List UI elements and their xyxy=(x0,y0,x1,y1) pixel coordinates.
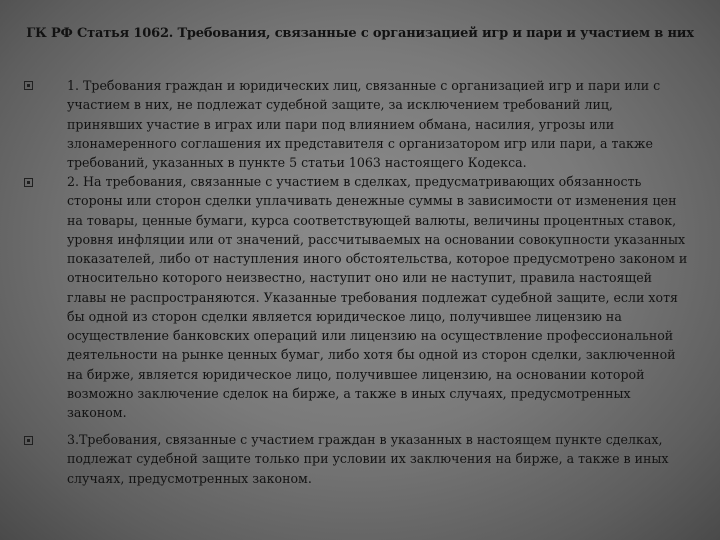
paragraph-line: злонамеренного соглашения их представителя с организатором игр или пари, а также xyxy=(67,135,653,151)
paragraph-line: подлежат судебной защите только при условии их заключения на бирже, а также в иных xyxy=(67,451,669,467)
paragraph-line: главы не распространяются. Указанные требования подлежат судебной защите, если хотя xyxy=(67,289,678,305)
paragraph-line: случаях, предусмотренных законом. xyxy=(67,470,312,486)
bullet-icon xyxy=(24,436,33,445)
paragraph-line: бы одной из сторон сделки является юридическое лицо, получившее лицензию на xyxy=(67,308,622,324)
paragraph-line: осуществление банковских операций или лицензию на осуществление профессиональной xyxy=(67,328,674,343)
bullet-icon xyxy=(24,81,33,90)
slide-title: ГК РФ Статья 1062. Требования, связанные с организацией игр и пари и участием в них xyxy=(26,26,694,41)
paragraph-line: уровня инфляции или от значений, рассчитываемых на основании совокупности указанных xyxy=(67,231,686,247)
paragraph-line: участием в них, не подлежат судебной защите, за исключением требований лиц, xyxy=(67,97,613,113)
paragraph-line: возможно заключение сделок на бирже, а также в иных случаях, предусмотренных xyxy=(67,385,631,401)
paragraph-line: 3.Требования, связанные с участием граждан в указанных в настоящем пункте сделках, xyxy=(67,432,663,447)
paragraph-line: требований, указанных в пункте 5 статьи 1063 настоящего Кодекса. xyxy=(67,155,527,170)
paragraph-line: стороны или сторон сделки уплачивать денежные суммы в зависимости от изменения цен xyxy=(67,193,677,209)
paragraph-1 xyxy=(67,76,703,172)
paragraph-3 xyxy=(67,430,703,488)
paragraph-line: законом. xyxy=(67,405,127,420)
paragraph-line: деятельности на рынке ценных бумаг, либо хотя бы одной из сторон сделки, заключенной xyxy=(67,347,676,363)
bullet-icon xyxy=(24,178,33,187)
paragraph-2 xyxy=(67,172,703,422)
paragraph-line: относительно которого неизвестно, наступит оно или не наступит, правила настоящей xyxy=(67,270,653,286)
paragraph-line: 1. Требования граждан и юридических лиц, связанные с организацией игр и пари или с xyxy=(67,78,661,93)
paragraph-line: показателей, либо от наступления иного обстоятельства, которое предусмотрено законом и xyxy=(67,251,688,266)
paragraph-line: на товары, ценные бумаги, курса соответствующей валюты, величины процентных ставок, xyxy=(67,212,677,228)
paragraph-line: принявших участие в играх или пари под влиянием обмана, насилия, угрозы или xyxy=(67,116,615,132)
paragraph-line: на бирже, является юридическое лицо, получившее лицензию, на основании которой xyxy=(67,366,645,382)
paragraph-line: 2. На требования, связанные с участием в сделках, предусматривающих обязанность xyxy=(67,174,642,189)
